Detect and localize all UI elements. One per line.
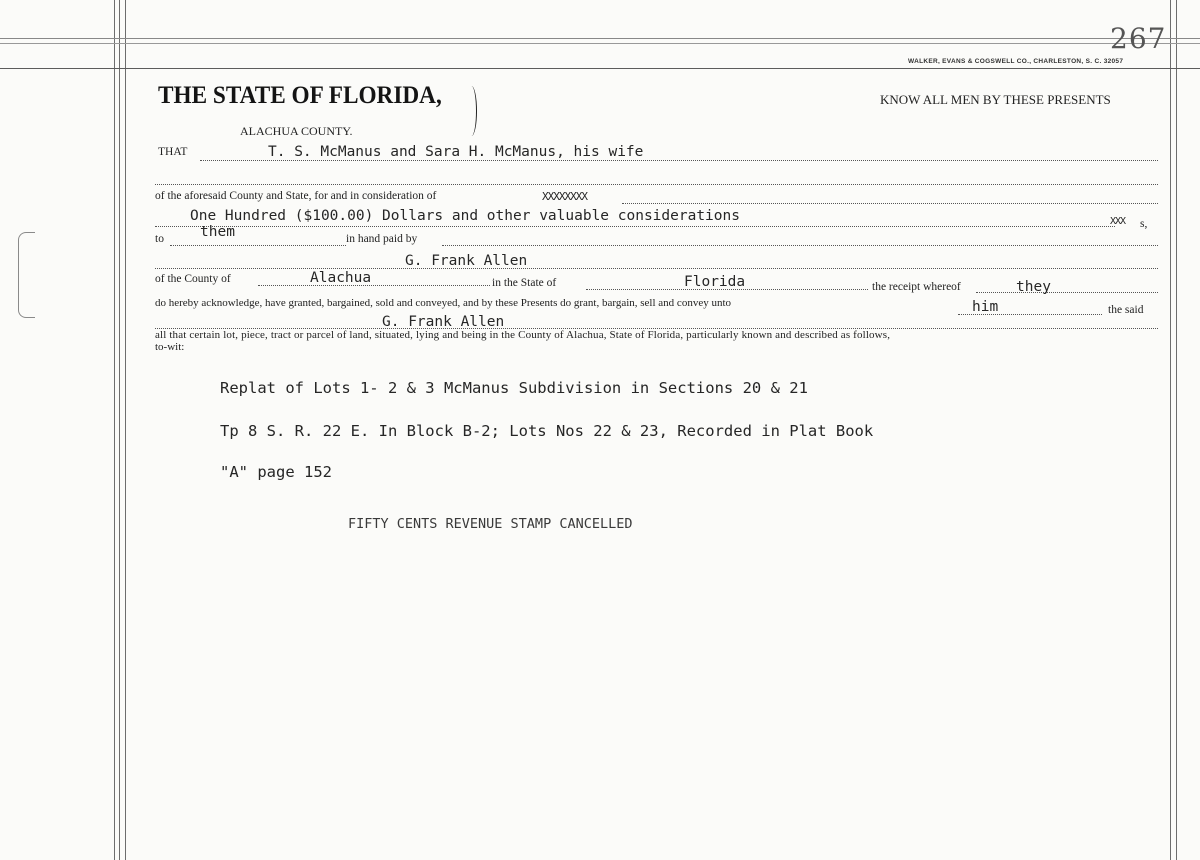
consideration-line: [622, 203, 1158, 204]
dollars-suffix: s,: [1140, 218, 1148, 230]
paid-by-line: [442, 245, 1158, 246]
receipt-line: [976, 292, 1158, 293]
heading-brace: [466, 86, 477, 136]
land-clause: all that certain lot, piece, tract or parcel of land, situated, lying and being in the County of Alachua, State of Florida, particularly known and described as follows,: [155, 329, 891, 341]
left-margin-rule: [114, 0, 115, 860]
binder-hole-mark: [18, 232, 35, 318]
amount-text: One Hundred ($100.00) Dollars and other valuable considerations: [190, 208, 740, 224]
description-line-1: Replat of Lots 1- 2 & 3 McManus Subdivision in Sections 20 & 21: [220, 379, 808, 397]
description-line-2: Tp 8 S. R. 22 E. In Block B-2; Lots Nos 22 & 23, Recorded in Plat Book: [220, 422, 874, 440]
grantee-name: G. Frank Allen: [405, 253, 528, 269]
struck-consideration: XXXXXXXX: [542, 190, 587, 203]
to-wit: to-wit:: [155, 341, 185, 353]
to-label: to: [155, 233, 164, 245]
grantee-state: Florida: [684, 274, 746, 290]
receipt-label: the receipt whereof: [872, 281, 961, 293]
county-of-label: of the County of: [155, 273, 231, 285]
county-line: [258, 285, 490, 286]
grantee-county: Alachua: [310, 270, 372, 286]
right-margin-rule: [1170, 0, 1171, 860]
grantee-line: [155, 268, 1158, 269]
printer-imprint: WALKER, EVANS & COGSWELL CO., CHARLESTON, S. C. 32057: [908, 58, 1124, 65]
receipt-by: they: [1016, 279, 1051, 295]
state-of-label: in the State of: [492, 277, 557, 289]
stamp-note: FIFTY CENTS REVENUE STAMP CANCELLED: [348, 516, 633, 532]
consideration-label: of the aforesaid County and State, for and in consideration of: [155, 190, 437, 202]
left-margin-rule-third: [125, 0, 126, 860]
to-whom: them: [200, 224, 235, 240]
grantor-line: [200, 160, 1158, 161]
acknowledge-text: do hereby acknowledge, have granted, bargained, sold and conveyed, and by these Presents do grant, bargain, sell and convey unto: [155, 297, 732, 309]
county-heading: ALACHUA COUNTY.: [240, 124, 353, 138]
to-line: [170, 245, 346, 246]
the-said-name: G. Frank Allen: [382, 314, 505, 330]
the-said-label: the said: [1108, 304, 1144, 316]
left-margin-rule-inner: [119, 0, 120, 860]
blank-line-1: [155, 184, 1158, 185]
page-number: 267: [1110, 22, 1167, 55]
grantor-names: T. S. McManus and Sara H. McManus, his wife: [268, 144, 644, 160]
top-rule-inner: [0, 43, 1200, 44]
paid-by-label: in hand paid by: [346, 233, 418, 245]
top-rule: [0, 38, 1200, 39]
amount-line: [155, 226, 1115, 227]
state-heading: THE STATE OF FLORIDA,: [158, 82, 442, 109]
that-label: THAT: [158, 146, 188, 158]
header-rule: [0, 68, 1200, 69]
description-line-3: "A" page 152: [220, 463, 332, 481]
struck-dollar: XXX: [1110, 216, 1126, 227]
know-all-men: KNOW ALL MEN BY THESE PRESENTS: [880, 92, 1111, 107]
right-margin-rule-inner: [1176, 0, 1177, 860]
convey-unto-name: him: [972, 299, 999, 315]
